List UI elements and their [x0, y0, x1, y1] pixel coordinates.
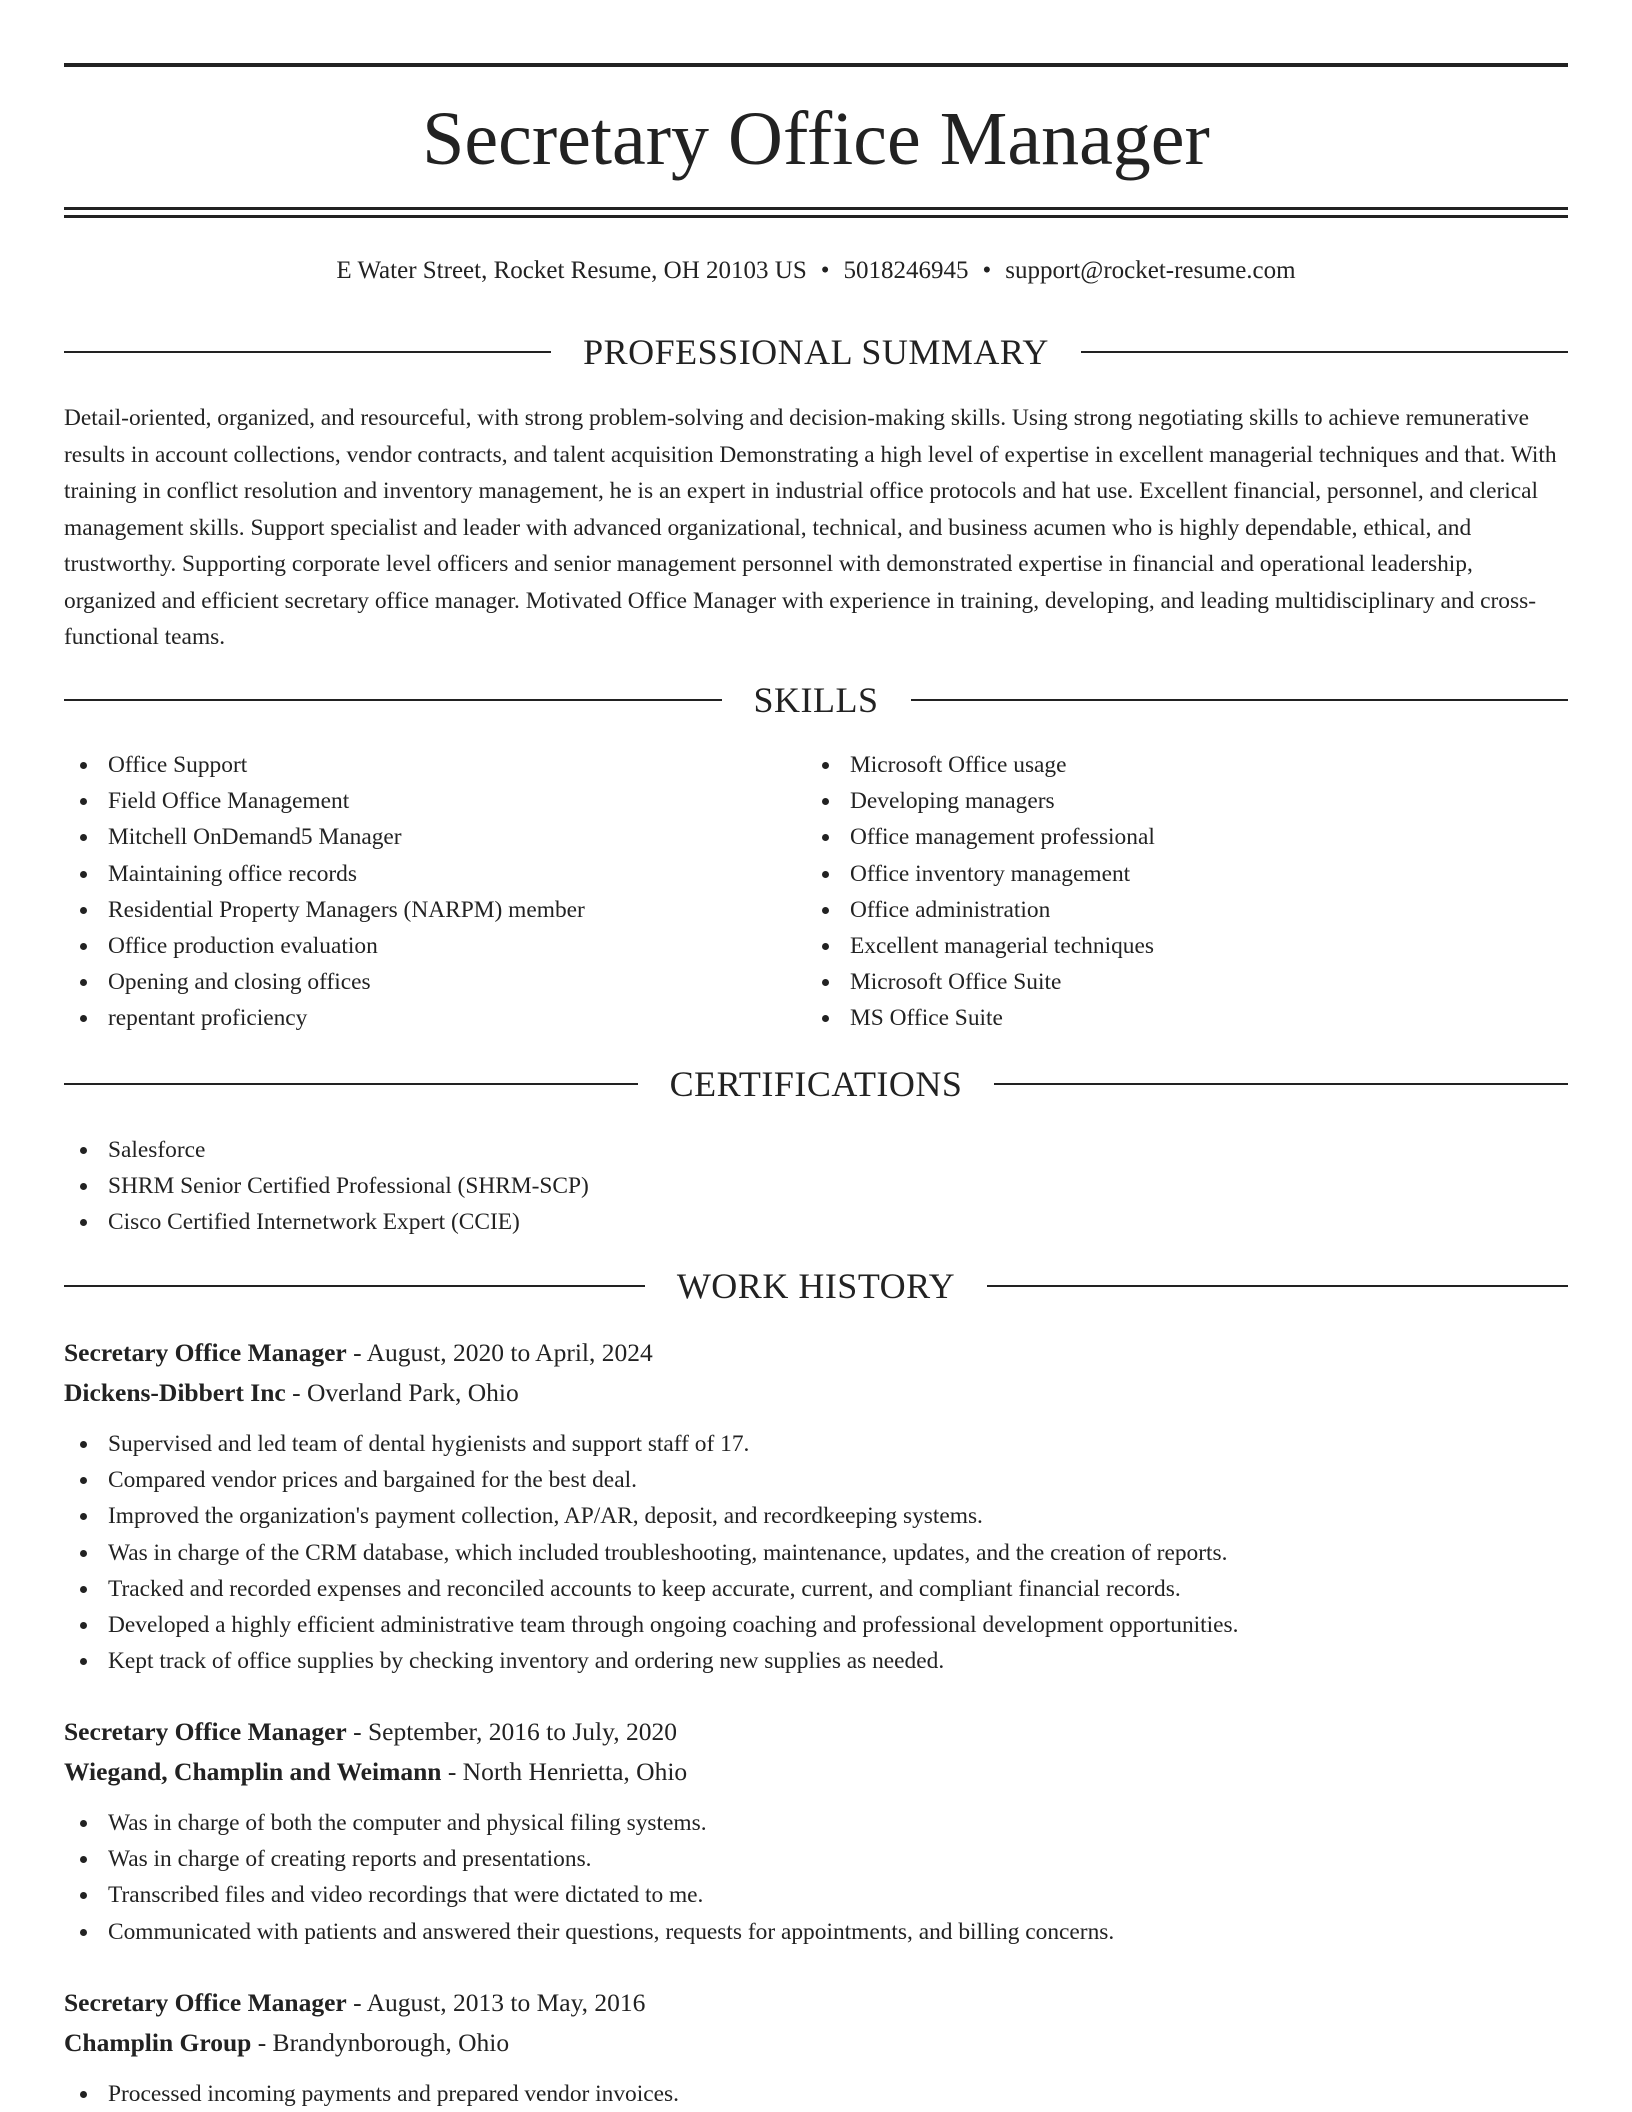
job-entry: [64, 1334, 1568, 1679]
skills-heading: SKILLS: [753, 680, 879, 720]
certification-item: Salesforce: [64, 1132, 1568, 1168]
job-bullet: Transcribed files and video recordings that were dictated to me.: [64, 1877, 1568, 1913]
job-company-line: [64, 1374, 1568, 1412]
job-location: - North Henrietta, Ohio: [441, 1757, 688, 1786]
job-entry: [64, 1984, 1568, 2112]
section-rule: [64, 699, 722, 701]
job-dates: - September, 2016 to July, 2020: [346, 1717, 677, 1746]
job-company-line: [64, 2024, 1568, 2062]
skill-item: Office Support: [64, 747, 804, 783]
skill-item: Office administration: [806, 892, 1546, 928]
certification-item: Cisco Certified Internetwork Expert (CCIE): [64, 1204, 1568, 1240]
skill-item: Residential Property Managers (NARPM) member: [64, 892, 804, 928]
certifications-section-header: [64, 1062, 1568, 1106]
section-rule: [994, 1083, 1568, 1085]
section-rule: [64, 1083, 638, 1085]
summary-heading: PROFESSIONAL SUMMARY: [583, 332, 1049, 372]
summary-section-header: [64, 330, 1568, 374]
contact-email: support@rocket-resume.com: [1005, 257, 1296, 284]
job-company: Dickens-Dibbert Inc: [64, 1378, 286, 1407]
skill-item: Office inventory management: [806, 856, 1546, 892]
certifications-heading: CERTIFICATIONS: [669, 1064, 963, 1104]
skill-item: Opening and closing offices: [64, 964, 804, 1000]
contact-separator: •: [982, 257, 992, 284]
section-rule: [64, 1285, 645, 1287]
job-bullets: [64, 1805, 1568, 1950]
skill-item: Microsoft Office usage: [806, 747, 1546, 783]
job-bullets: [64, 1426, 1568, 1679]
job-bullet: Communicated with patients and answered their questions, requests for appointments, and billing concerns.: [64, 1914, 1568, 1950]
top-rule: [64, 63, 1568, 67]
work-history-heading: WORK HISTORY: [676, 1266, 956, 1306]
job-dates: - August, 2020 to April, 2024: [346, 1338, 653, 1367]
job-bullet: Processed incoming payments and prepared vendor invoices.: [64, 2076, 1568, 2112]
job-bullet: Tracked and recorded expenses and reconciled accounts to keep accurate, current, and compliant financial records.: [64, 1571, 1568, 1607]
job-bullet: Compared vendor prices and bargained for the best deal.: [64, 1462, 1568, 1498]
summary-text: Detail-oriented, organized, and resourceful, with strong problem-solving and decision-making skills. Using strong negotiating skills to achieve remunerative results in account collections, vendor contracts, and talent acquisition Demonstrating a high level of expertise in excellent managerial techniques and that. With training in conflict resolution and inventory management, he is an expert in industrial office protocols and hat use. Excellent financial, personnel, and clerical management skills. Support specialist and leader with advanced organizational, technical, and business acumen who is highly dependable, ethical, and trustworthy. Supporting corporate level officers and senior management personnel with demonstrated expertise in financial and operational leadership, organized and efficient secretary office manager. Motivated Office Manager with experience in training, developing, and leading multidisciplinary and cross-functional teams.: [64, 405, 1557, 650]
job-bullet: Was in charge of the CRM database, which included troubleshooting, maintenance, updates, and the creation of reports.: [64, 1535, 1568, 1571]
job-title: Secretary Office Manager: [64, 1717, 347, 1746]
job-bullet: Developed a highly efficient administrative team through ongoing coaching and professional development opportunities.: [64, 1607, 1568, 1643]
job-bullet: Was in charge of creating reports and presentations.: [64, 1841, 1568, 1877]
job-title-line: [64, 1713, 1568, 1751]
resume-title: Secretary Office Manager: [422, 97, 1210, 181]
section-rule: [1081, 351, 1568, 353]
contact-line: [64, 254, 1568, 288]
skill-item: Mitchell OnDemand5 Manager: [64, 819, 804, 855]
certifications-list: [64, 1132, 1568, 1241]
skill-item: Office management professional: [806, 819, 1546, 855]
skill-item: Office production evaluation: [64, 928, 804, 964]
job-title-line: [64, 1334, 1568, 1372]
contact-address: E Water Street, Rocket Resume, OH 20103 US: [336, 257, 807, 284]
contact-separator: •: [820, 257, 830, 284]
job-bullet: Was in charge of both the computer and physical filing systems.: [64, 1805, 1568, 1841]
work-history-section-header: [64, 1264, 1568, 1308]
skill-item: Field Office Management: [64, 783, 804, 819]
title-double-rule: [64, 207, 1568, 218]
skill-item: MS Office Suite: [806, 1000, 1546, 1036]
certification-item: SHRM Senior Certified Professional (SHRM-SCP): [64, 1168, 1568, 1204]
job-company: Champlin Group: [64, 2028, 252, 2057]
skill-item: Excellent managerial techniques: [806, 928, 1546, 964]
job-location: - Brandynborough, Ohio: [251, 2028, 510, 2057]
section-rule: [64, 351, 551, 353]
job-location: - Overland Park, Ohio: [285, 1378, 519, 1407]
job-bullet: Kept track of office supplies by checking inventory and ordering new supplies as needed.: [64, 1643, 1568, 1679]
contact-phone: 5018246945: [843, 257, 969, 284]
skill-item: repentant proficiency: [64, 1000, 804, 1036]
job-title: Secretary Office Manager: [64, 1338, 347, 1367]
job-entry: [64, 1713, 1568, 1950]
skill-item: Developing managers: [806, 783, 1546, 819]
job-bullet: Supervised and led team of dental hygienists and support staff of 17.: [64, 1426, 1568, 1462]
skills-list-right: [806, 747, 1546, 1037]
job-bullets: [64, 2076, 1568, 2112]
skill-item: Microsoft Office Suite: [806, 964, 1546, 1000]
skills-section-header: [64, 678, 1568, 722]
job-title-line: [64, 1984, 1568, 2022]
job-company: Wiegand, Champlin and Weimann: [64, 1757, 442, 1786]
job-dates: - August, 2013 to May, 2016: [346, 1988, 646, 2017]
job-company-line: [64, 1753, 1568, 1791]
job-bullet: Improved the organization's payment collection, AP/AR, deposit, and recordkeeping systems.: [64, 1498, 1568, 1534]
skills-list-left: [64, 747, 804, 1037]
section-rule: [911, 699, 1569, 701]
section-rule: [987, 1285, 1568, 1287]
skill-item: Maintaining office records: [64, 856, 804, 892]
job-title: Secretary Office Manager: [64, 1988, 347, 2017]
